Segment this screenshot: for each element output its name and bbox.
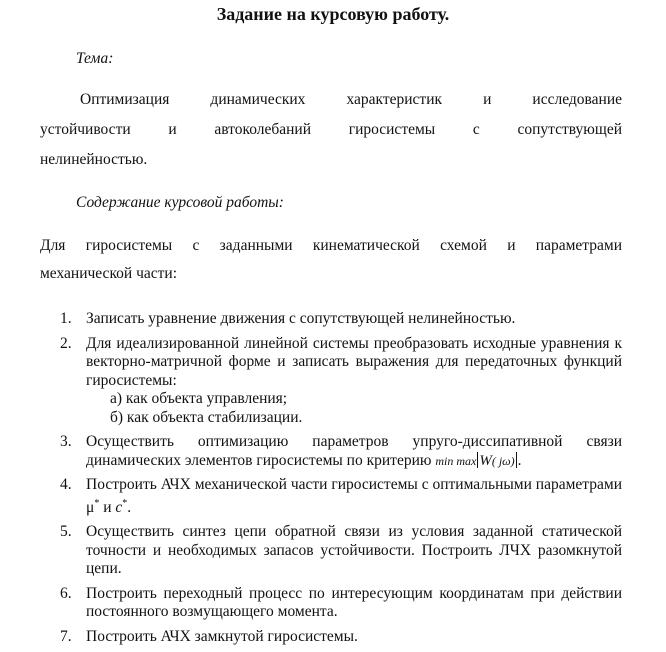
formula-minmax: min max xyxy=(435,453,477,468)
task-list xyxy=(56,310,622,652)
mu-star: * xyxy=(94,497,100,509)
item-text: Для идеализированной линейной системы преобразовать исходные уравнения к векторно-матричной форме и записать выражения для передаточных функций гиросистемы: xyxy=(86,334,622,389)
theme-line-2: устойчивости и автоколебаний гиросистемы с сопутствующей xyxy=(40,121,622,138)
formula-w: W xyxy=(479,452,492,469)
theme-line-1: Оптимизация динамических характеристик и исследование xyxy=(80,91,622,108)
theme-label: Тема: xyxy=(76,50,114,67)
list-item xyxy=(56,628,622,647)
page-title: Задание на курсовую работу. xyxy=(216,4,450,24)
item-number: 1. xyxy=(60,310,72,327)
item-text: Записать уравнение движения с сопутствующей нелинейностью. xyxy=(86,310,516,327)
param-and: и xyxy=(103,498,112,516)
intro-line-2: механической части: xyxy=(40,265,178,282)
theme-line-3: нелинейностью. xyxy=(40,151,148,168)
sub-item-b: б) как объекта стабилизации. xyxy=(110,408,303,426)
list-item xyxy=(56,585,622,622)
item-number: 6. xyxy=(60,584,72,602)
item-number: 4. xyxy=(60,476,72,493)
sub-item-a: а) как объекта управления; xyxy=(110,390,288,407)
content-label: Содержание курсовой работы: xyxy=(76,194,284,211)
list-item xyxy=(56,335,622,428)
param-c: c xyxy=(115,498,123,516)
list-item xyxy=(56,433,622,470)
item-text: Построить АЧХ замкнутой гиросистемы. xyxy=(86,627,358,645)
intro-line-1: Для гиросистемы с заданными кинематической схемой и параметрами xyxy=(40,237,622,254)
formula-end: . xyxy=(517,451,522,469)
item-text: Осуществить синтез цепи обратной связи из условия заданной статической точности и необходимых запасов устойчивости. Построить ЛЧХ разомкнутой цепи. xyxy=(86,523,622,578)
c-star: * xyxy=(122,497,128,509)
abs-bar-right xyxy=(516,452,517,468)
list-item xyxy=(56,476,622,517)
item-tail: . xyxy=(127,498,132,516)
criterion-formula xyxy=(435,454,517,468)
item-number: 7. xyxy=(60,627,72,645)
item-text: Построить переходный процесс по интересующим координатам при действии постоянного возмущающего момента. xyxy=(86,584,622,621)
item-number: 3. xyxy=(60,433,72,450)
item-text: Осуществить оптимизацию параметров упруго-диссипативной связи динамических элементов гиросистемы по критерию xyxy=(86,433,622,469)
list-item xyxy=(56,523,622,579)
item-text: Построить АЧХ механической части гиросистемы с оптимальными параметрами xyxy=(86,476,622,493)
formula-arg: ( jω) xyxy=(491,453,515,468)
item-number: 2. xyxy=(60,334,72,352)
list-item xyxy=(56,310,622,329)
param-mu: μ xyxy=(86,498,95,516)
item-number: 5. xyxy=(60,523,72,541)
